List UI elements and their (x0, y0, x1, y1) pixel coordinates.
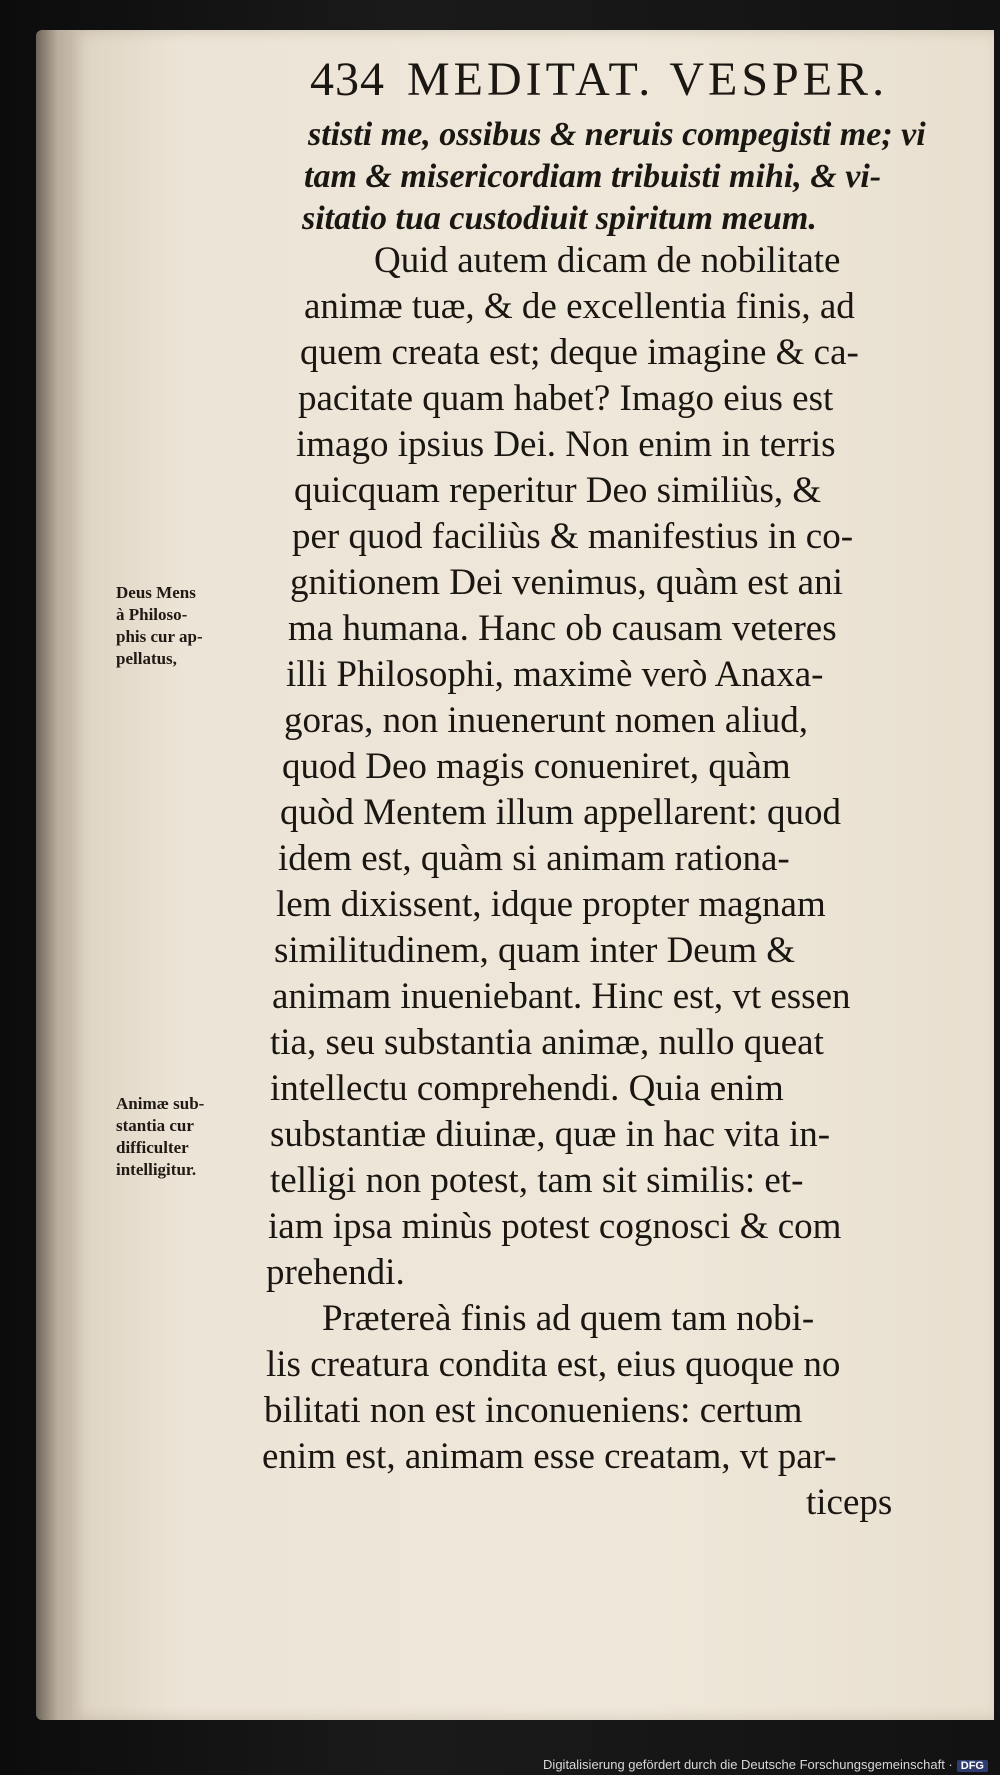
text-line: quicquam reperitur Deo similiùs, & (294, 470, 822, 511)
text-line: animæ tuæ, & de excellentia finis, ad (304, 286, 855, 327)
margin-note-line: intelligitur. (116, 1160, 197, 1179)
margin-note-line: Deus Mens (116, 583, 196, 602)
page-number: 434 (310, 53, 385, 106)
text-line: prehendi. (266, 1252, 405, 1293)
catchword: ticeps (806, 1482, 893, 1523)
text-line: quod Deo magis conueniret, quàm (282, 746, 791, 787)
margin-note-line: Animæ sub- (116, 1094, 205, 1113)
text-line: Prætereà finis ad quem tam nobi- (322, 1298, 815, 1339)
text-line: lem dixissent, idque propter magnam (276, 884, 826, 925)
margin-note-line: à Philoso- (116, 605, 188, 624)
text-line: telligi non potest, tam sit similis: et- (270, 1160, 804, 1201)
text-line: Quid autem dicam de nobilitate (374, 240, 841, 281)
text-line: intellectu comprehendi. Quia enim (270, 1068, 784, 1109)
text-line: gnitionem Dei venimus, quàm est ani (290, 562, 843, 603)
margin-note-deus-mens (116, 582, 266, 670)
text-line: pacitate quam habet? Imago eius est (298, 378, 834, 419)
text-line: animam inueniebant. Hinc est, vt essen (272, 976, 851, 1017)
digitization-credit (543, 1757, 988, 1772)
text-line: similitudinem, quam inter Deum & (274, 930, 796, 971)
text-line: stisti me, ossibus & neruis compegisti me; vi (308, 116, 926, 153)
dfg-logo: DFG (957, 1760, 988, 1772)
credit-text: Digitalisierung gefördert durch die Deutsche Forschungsgemeinschaft · (543, 1757, 953, 1772)
text-line: imago ipsius Dei. Non enim in terris (296, 424, 836, 465)
text-line: goras, non inuenerunt nomen aliud, (284, 700, 809, 741)
text-line: lis creatura condita est, eius quoque no (266, 1344, 841, 1385)
text-line: illi Philosophi, maximè verò Anaxa- (286, 654, 824, 695)
text-line: enim est, animam esse creatam, vt par- (262, 1436, 837, 1477)
running-title: MEDITAT. VESPER. (407, 53, 889, 106)
text-line: per quod faciliùs & manifestius in co- (292, 516, 854, 557)
text-line: tam & misericordiam tribuisti mihi, & vi- (304, 158, 882, 195)
text-line: iam ipsa minùs potest cognosci & com (268, 1206, 842, 1247)
margin-note-line: phis cur ap- (116, 627, 203, 646)
running-header (310, 52, 930, 107)
margin-note-line: difficulter (116, 1138, 189, 1157)
text-line: substantiæ diuinæ, quæ in hac vita in- (270, 1114, 831, 1155)
text-line: quem creata est; deque imagine & ca- (300, 332, 859, 373)
margin-note-animae-substantia (116, 1093, 266, 1181)
text-line: idem est, quàm si animam rationa- (278, 838, 790, 879)
text-line: bilitati non est inconueniens: certum (264, 1390, 803, 1431)
text-line: ma humana. Hanc ob causam veteres (288, 608, 837, 649)
margin-note-line: pellatus, (116, 649, 177, 668)
text-line: quòd Mentem illum appellarent: quod (280, 792, 842, 833)
text-line: sitatio tua custodiuit spiritum meum. (302, 200, 817, 237)
margin-note-line: stantia cur (116, 1116, 194, 1135)
text-line: tia, seu substantia animæ, nullo queat (270, 1022, 824, 1063)
